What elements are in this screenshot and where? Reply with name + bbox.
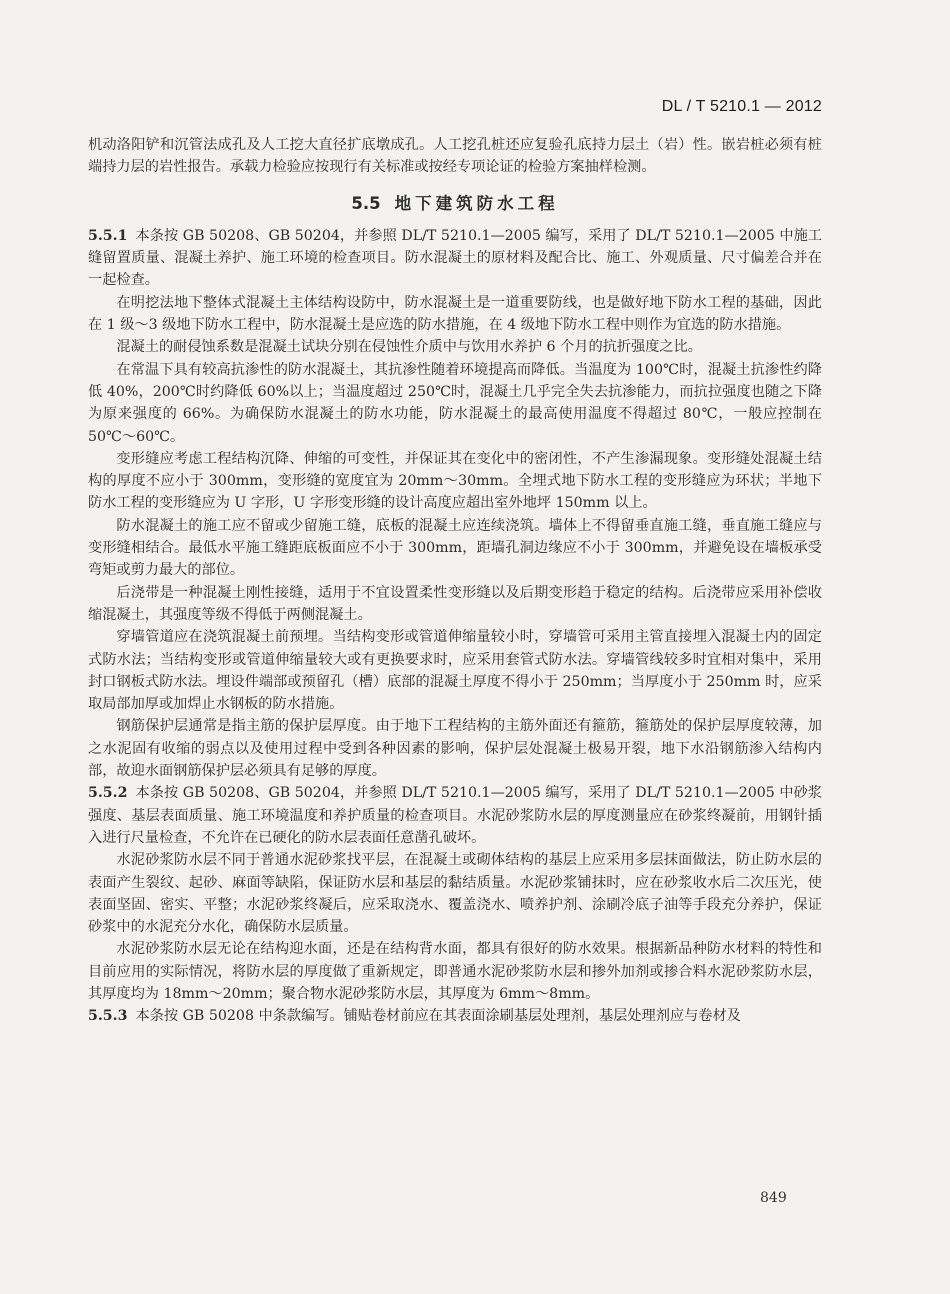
body-paragraph: 在明挖法地下整体式混凝土主体结构设防中，防水混凝土是一道重要防线，也是做好地下防水工程的基础，因此在 1 级～3 级地下防水工程中，防水混凝土是应选的防水措施，在 4 级地下防水工程中则作为宜选的防水措施。 <box>88 294 822 334</box>
clause-5-5-2 <box>88 782 822 849</box>
clause-number: 5.5.3 <box>88 1008 128 1025</box>
clause-number: 5.5.1 <box>88 227 128 244</box>
clause-text: 本条按 GB 50208 中条款编写。铺贴卷材前应在其表面涂刷基层处理剂，基层处理剂应与卷材及 <box>135 1008 741 1025</box>
body-paragraph: 变形缝应考虑工程结构沉降、伸缩的可变性，并保证其在变化中的密闭性，不产生渗漏现象。变形缝处混凝土结构的厚度不应小于 300mm，变形缝的宽度宜为 20mm～30mm。全埋式地下防水工程的变形缝应为环状；半地下防水工程的变形缝应为 U 字形，U 字形变形缝的设计高度应超出室外地坪 150mm 以上。 <box>88 450 822 512</box>
body-paragraph: 水泥砂浆防水层不同于普通水泥砂浆找平层，在混凝土或砌体结构的基层上应采用多层抹面做法，防止防水层的表面产生裂纹、起砂、麻面等缺陷，保证防水层和基层的黏结质量。水泥砂浆铺抹时，应在砂浆收水后二次压光，使表面坚固、密实、平整；水泥砂浆终凝后，应采取浇水、覆盖浇水、喷养护剂、涂刷冷底子油等手段充分养护，保证砂浆中的水泥充分水化，确保防水层质量。 <box>88 852 822 936</box>
clause-text: 本条按 GB 50208、GB 50204，并参照 DL/T 5210.1—2005 编写，采用了 DL/T 5210.1—2005 中施工缝留置质量、混凝土养护、施工环境的检查项目。防水混凝土的原材料及配合比、施工、外观质量、尺寸偏差合并在一起检查。 <box>88 227 822 289</box>
body-paragraph: 后浇带是一种混凝土刚性接缝，适用于不宜设置柔性变形缝以及后期变形趋于稳定的结构。后浇带应采用补偿收缩混凝土，其强度等级不得低于两侧混凝土。 <box>88 584 822 623</box>
section-number: 5.5 <box>351 193 381 213</box>
body-paragraph: 钢筋保护层通常是指主筋的保护层厚度。由于地下工程结构的主筋外面还有箍筋，箍筋处的保护层厚度较薄，加之水泥固有收缩的弱点以及使用过程中受到各种因素的影响，保护层处混凝土极易开裂，地下水沿钢筋渗入结构内部，故迎水面钢筋保护层必须具有足够的厚度。 <box>88 718 822 780</box>
page-number: 849 <box>760 1190 787 1206</box>
clause-text: 本条按 GB 50208、GB 50204，并参照 DL/T 5210.1—2005 编写，采用了 DL/T 5210.1—2005 中砂浆强度、基层表面质量、施工环境温度和养护质量的检查项目。水泥砂浆防水层的厚度测量应在砂浆终凝前，用钢针插入进行尺量检查，不允许在已硬化的防水层表面任意凿孔破坏。 <box>88 785 822 846</box>
intro-paragraph: 机动洛阳铲和沉管法成孔及人工挖大直径扩底墩成孔。人工挖孔桩还应复验孔底持力层土（岩）性。嵌岩桩必须有桩端持力层的岩性报告。承载力检验应按现行有关标准或按经专项论证的检验方案抽样检测。 <box>88 137 822 176</box>
page-body <box>88 134 822 1028</box>
document-code-header: DL / T 5210.1 — 2012 <box>661 98 822 115</box>
section-title: 地下建筑防水工程 <box>394 193 559 213</box>
body-paragraph: 水泥砂浆防水层无论在结构迎水面，还是在结构背水面，都具有很好的防水效果。根据新品种防水材料的特性和目前应用的实际情况，将防水层的厚度做了重新规定，即普通水泥砂浆防水层和掺外加剂或掺合料水泥砂浆防水层，其厚度均为 18mm～20mm；聚合物水泥砂浆防水层，其厚度为 6mm～8mm。 <box>88 941 822 1002</box>
body-paragraph: 穿墙管道应在浇筑混凝土前预埋。当结构变形或管道伸缩量较小时，穿墙管可采用主管直接埋入混凝土内的固定式防水法；当结构变形或管道伸缩量较大或有更换要求时，应采用套管式防水法。穿墙管线较多时宜相对集中，采用封口钢板式防水法。埋设件端部或预留孔（槽）底部的混凝土厚度不得小于 250mm；当厚度小于 250mm 时，应采取局部加厚或加焊止水钢板的防水措施。 <box>88 629 822 713</box>
body-paragraph: 混凝土的耐侵蚀系数是混凝土试块分别在侵蚀性介质中与饮用水养护 6 个月的抗折强度之比。 <box>116 339 702 356</box>
body-paragraph: 在常温下具有较高抗渗性的防水混凝土，其抗渗性随着环境提高而降低。当温度为 100℃时，混凝土抗渗性约降低 40%，200℃时约降低 60%以上；当温度超过 250℃时，混凝土几乎完全失去抗渗能力，而抗拉强度也随之下降为原来强度的 66%。为确保防水混凝土的防水功能，防水混凝土的最高使用温度不得超过 80℃，一般应控制在 50℃～60℃。 <box>88 361 822 445</box>
clause-number: 5.5.2 <box>88 785 128 802</box>
body-paragraph: 防水混凝土的施工应不留或少留施工缝，底板的混凝土应连续浇筑。墙体上不得留垂直施工缝，垂直施工缝应与变形缝相结合。最低水平施工缝距底板面应不小于 300mm，距墙孔洞边缘应不小于 300mm，并避免设在墙板承受弯矩或剪力最大的部位。 <box>88 517 822 579</box>
clause-5-5-3 <box>88 1005 822 1027</box>
section-heading <box>88 193 822 215</box>
clause-5-5-1 <box>88 225 822 292</box>
